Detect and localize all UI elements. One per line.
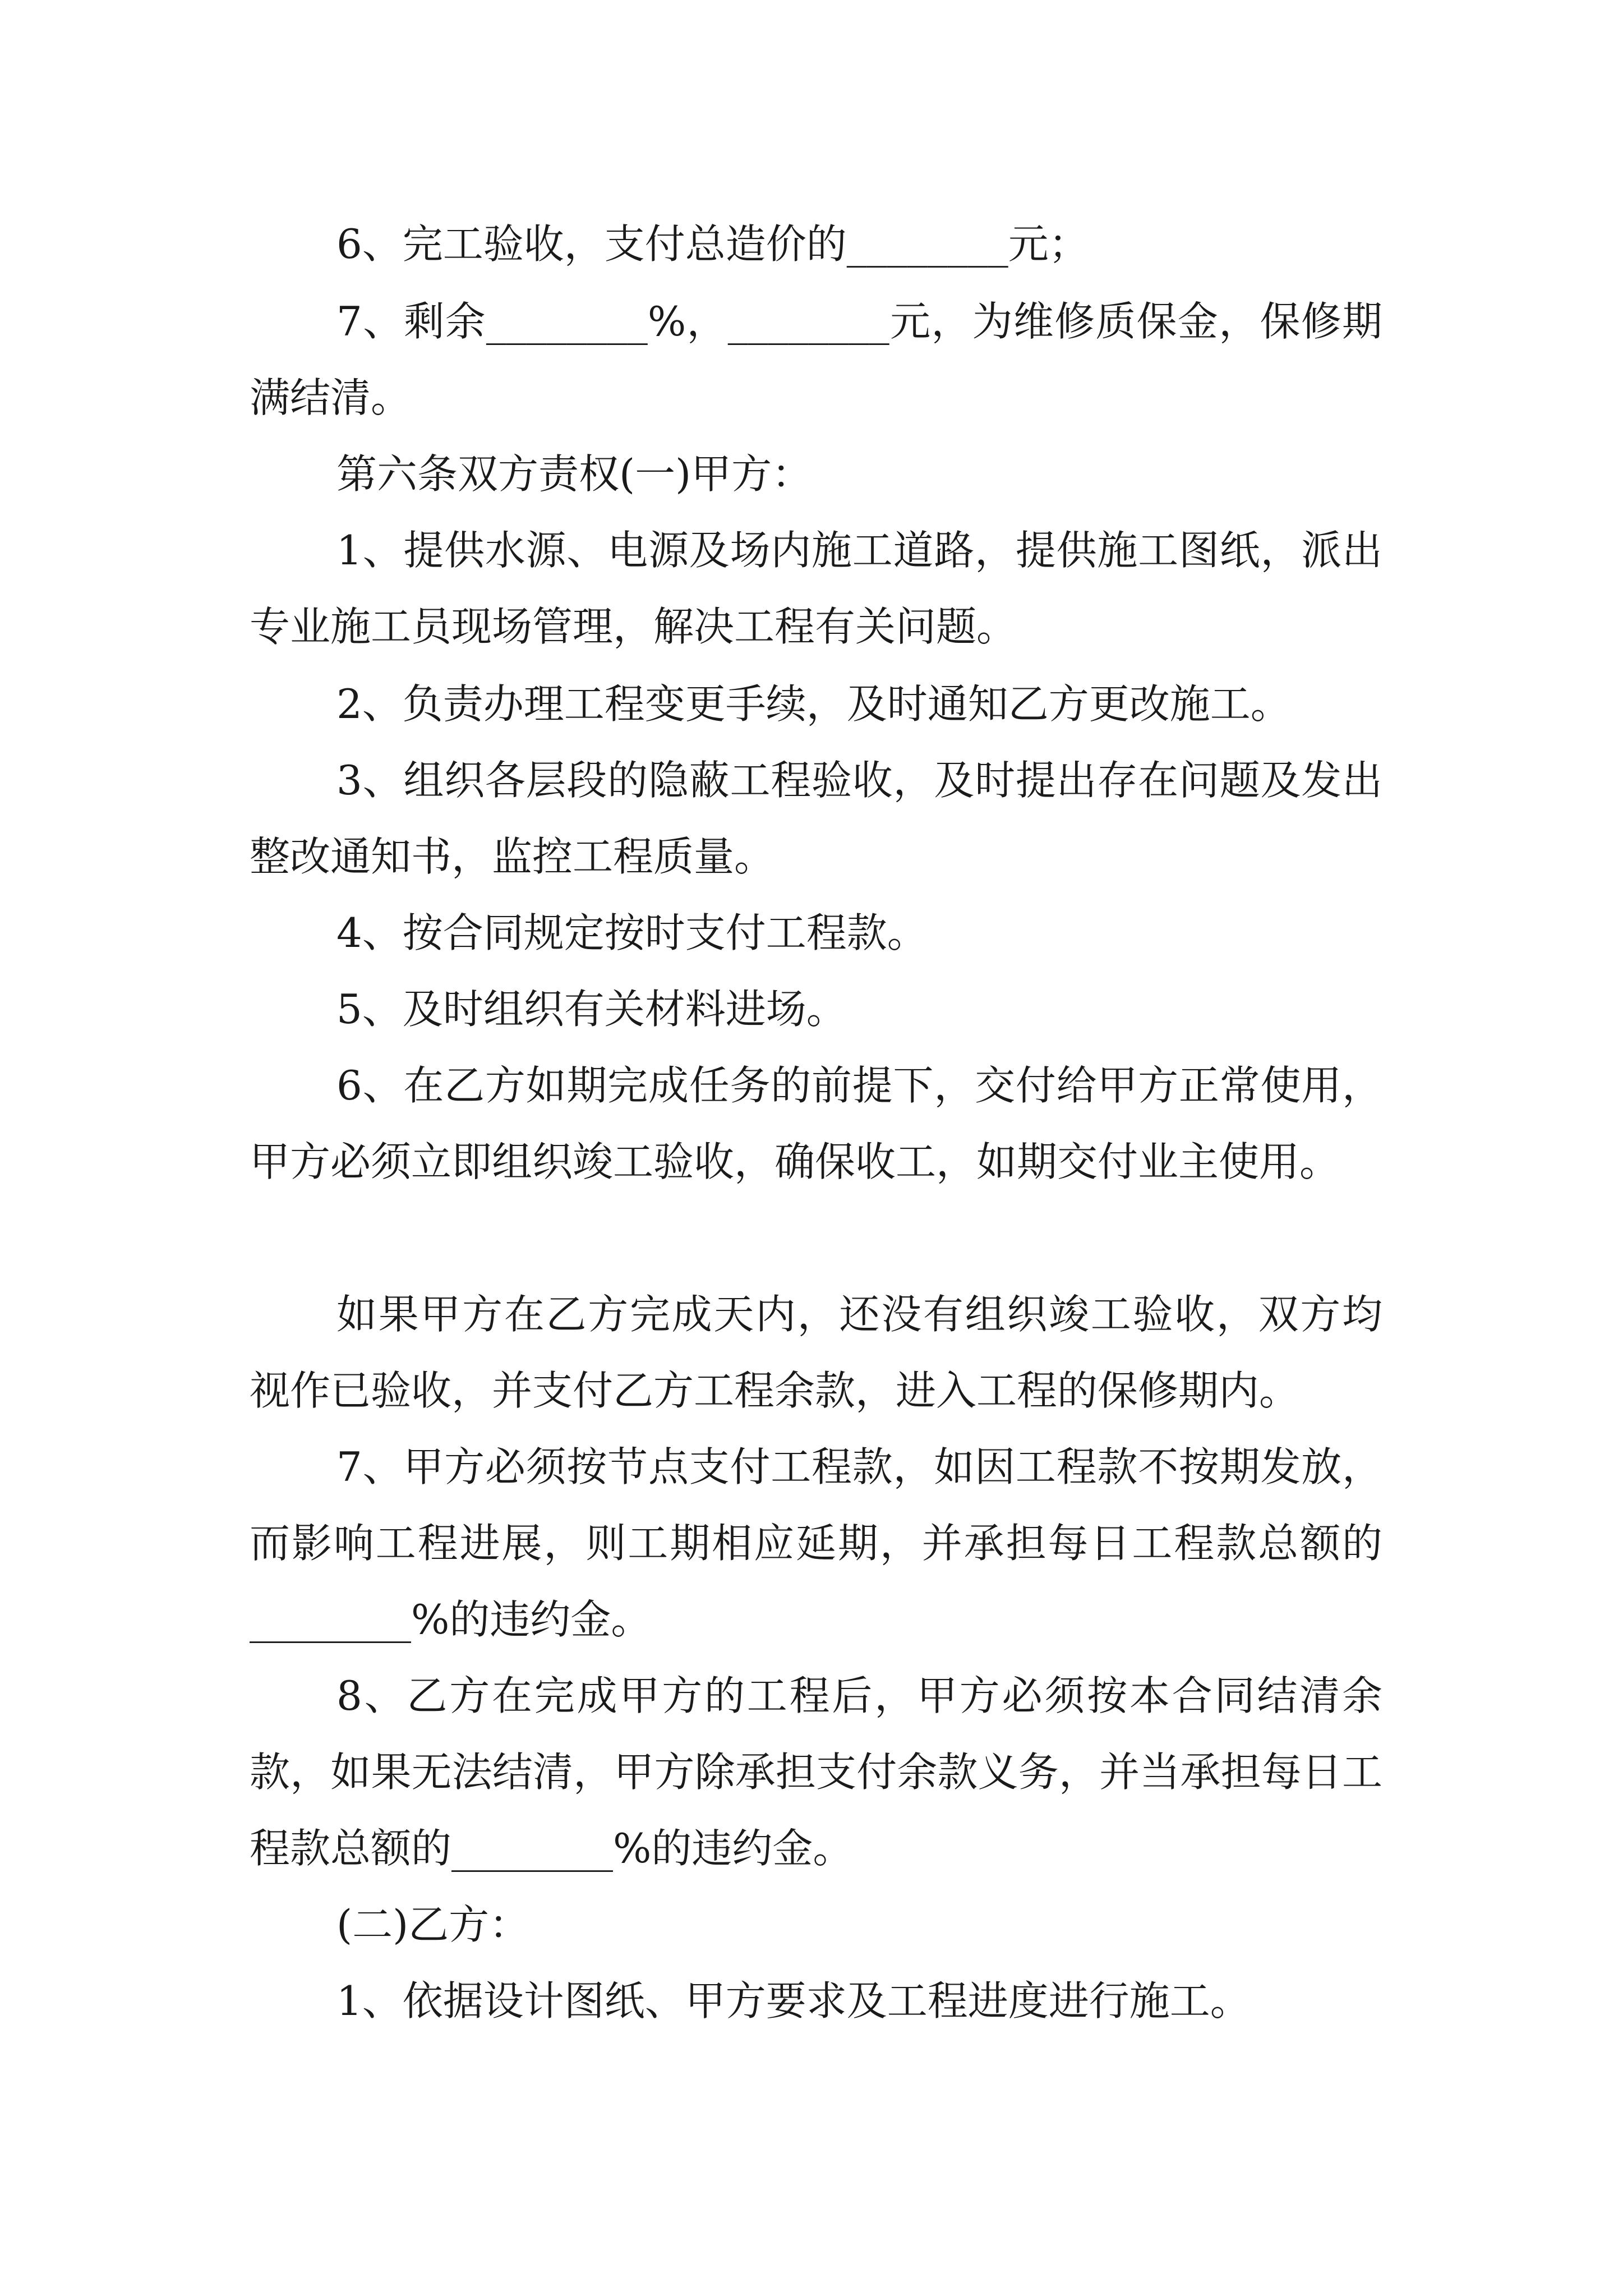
paragraph-completion-payment: 6、完工验收，支付总造价的________元； [336, 220, 1089, 268]
paragraph-party-a-item-3: 3、组织各层段的隐蔽工程验收，及时提出存在问题及发出整改通知书，监控工程质量。 [250, 757, 1382, 880]
paragraph-party-a-item-1: 1、提供水源、电源及场内施工道路，提供施工图纸，派出专业施工员现场管理，解决工程有关问题。 [250, 527, 1382, 650]
paragraph-party-a-item-5: 5、及时组织有关材料进场。 [336, 986, 847, 1033]
paragraph-party-a-item-7: 7、甲方必须按节点支付工程款，如因工程款不按期发放，而影响工程进展，则工期相应延期，并承担每日工程款总额的________%的违约金。 [250, 1443, 1382, 1643]
paragraph-party-b-item-1: 1、依据设计图纸、甲方要求及工程进度进行施工。 [336, 1977, 1251, 2024]
paragraph-article-six-heading: 第六条双方责权(一)甲方： [336, 450, 813, 498]
paragraph-retention-deposit: 7、剩余________%，________元，为维修质保金，保修期满结清。 [250, 298, 1382, 421]
paragraph-party-a-item-2: 2、负责办理工程变更手续，及时通知乙方更改施工。 [336, 680, 1291, 728]
paragraph-party-b-heading: (二)乙方： [336, 1901, 530, 1948]
paragraph-acceptance-clause: 如果甲方在乙方完成天内，还没有组织竣工验收，双方均视作已验收，并支付乙方工程余款，进入工程的保修期内。 [250, 1291, 1382, 1414]
paragraph-party-a-item-6: 6、在乙方如期完成任务的前提下，交付给甲方正常使用，甲方必须立即组织竣工验收，确保收工，如期交付业主使用。 [250, 1062, 1382, 1185]
paragraph-party-a-item-8: 8、乙方在完成甲方的工程后，甲方必须按本合同结清余款，如果无法结清，甲方除承担支付余款义务，并当承担每日工程款总额的________%的违约金。 [250, 1672, 1382, 1872]
paragraph-party-a-item-4: 4、按合同规定按时支付工程款。 [336, 909, 928, 956]
